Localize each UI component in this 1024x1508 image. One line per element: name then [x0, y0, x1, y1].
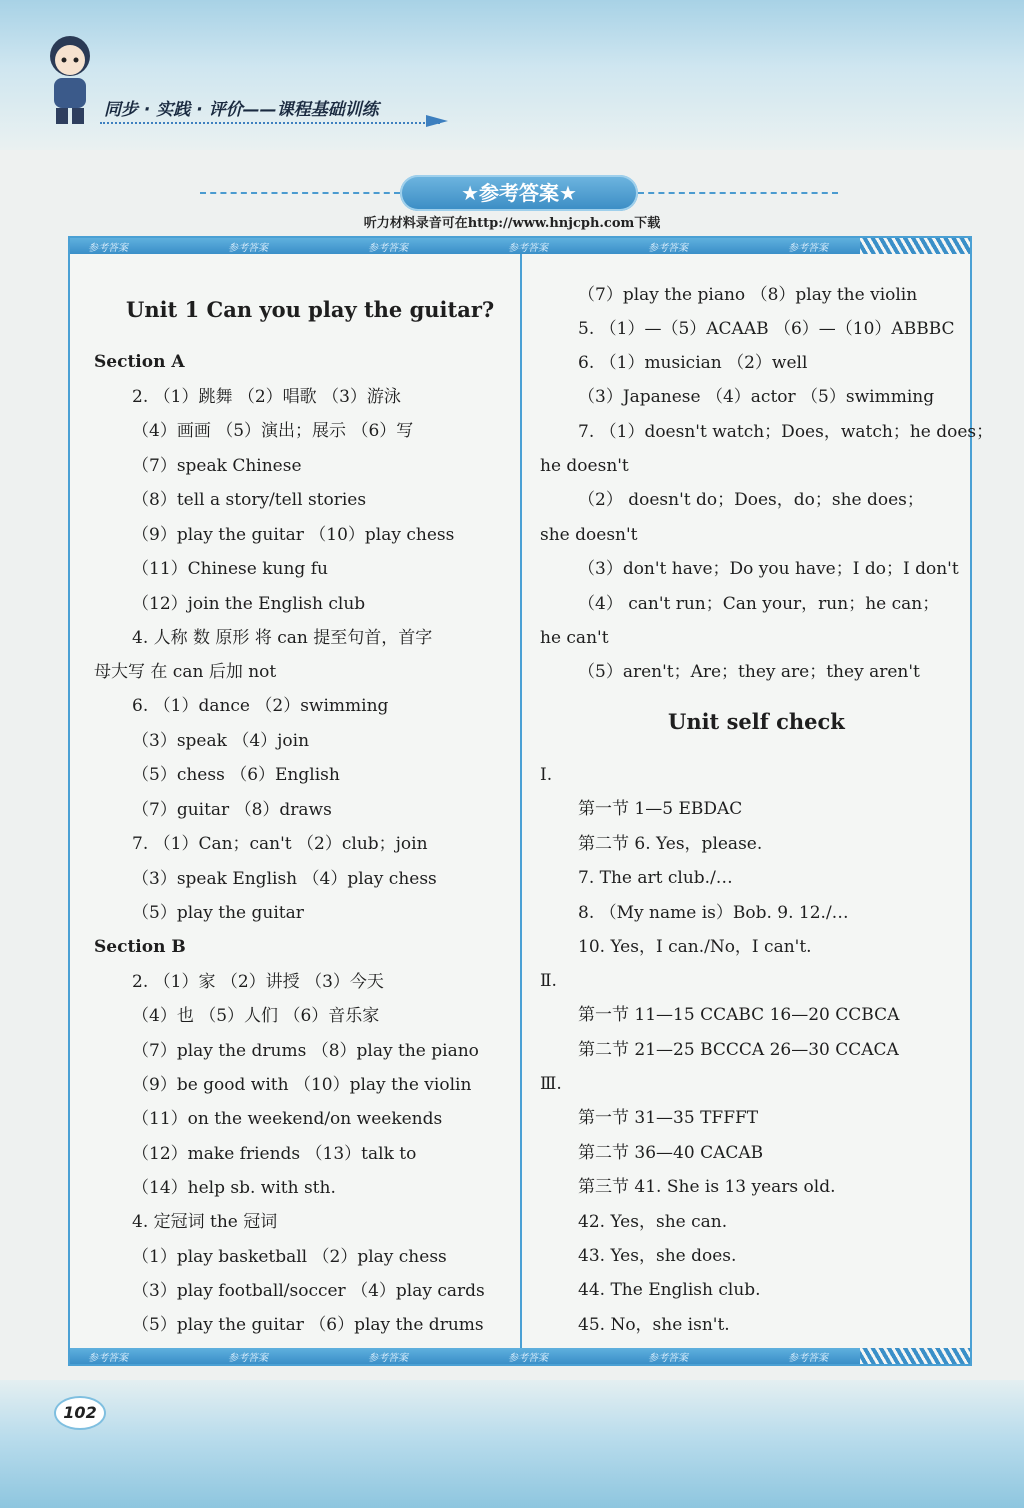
section-b-heading: Section B — [94, 937, 186, 957]
strip-label: 参考答案 — [228, 1353, 268, 1364]
answer-line: （11）on the weekend/on weekends — [132, 1109, 443, 1129]
answer-line: （11）Chinese kung fu — [132, 559, 328, 579]
answer-line: Ⅲ. — [540, 1074, 562, 1094]
bottom-strip — [70, 1348, 970, 1364]
audio-download-note: 听力材料录音可在http://www.hnjcph.com下载 — [363, 216, 661, 231]
strip-label: 参考答案 — [788, 1353, 828, 1364]
strip-label: 参考答案 — [368, 1353, 408, 1364]
answer-line: 10. Yes，I can./No，I can't. — [578, 937, 812, 957]
arrow-icon — [426, 115, 448, 127]
answer-line: （4） can't run；Can your，run；he can； — [578, 594, 940, 614]
answer-line: （7）play the piano （8）play the violin — [578, 285, 918, 305]
answer-line: 43. Yes，she does. — [578, 1246, 737, 1266]
strip-label: 参考答案 — [788, 243, 828, 254]
banner-left-line — [200, 192, 400, 194]
banner-right-line — [638, 192, 838, 194]
answer-line: 4. 定冠词 the 冠词 — [132, 1212, 278, 1232]
footer-background — [0, 1380, 1024, 1508]
answer-line: （2） doesn't do；Does，do；she does； — [578, 490, 924, 510]
answer-line: 2. （1）跳舞 （2）唱歌 （3）游泳 — [132, 387, 401, 407]
answer-line: 44. The English club. — [578, 1280, 761, 1300]
answer-line: （5）play the guitar — [132, 903, 304, 923]
answer-line: 8. （My name is）Bob. 9. 12./… — [578, 903, 849, 923]
page-number: 102 — [54, 1396, 106, 1430]
unit-title: Unit 1 Can you play the guitar? — [126, 297, 495, 322]
answer-line: 4. 人称 数 原形 将 can 提至句首，首字 — [132, 628, 433, 648]
answer-line: （7）guitar （8）draws — [132, 800, 332, 820]
hatch-pattern — [860, 1348, 970, 1364]
answer-line: （4）画画 （5）演出；展示 （6）写 — [132, 421, 414, 441]
answer-line: （7）speak Chinese — [132, 456, 302, 476]
answer-line: （7）play the drums （8）play the piano — [132, 1041, 479, 1061]
answer-line: （4）也 （5）人们 （6）音乐家 — [132, 1006, 380, 1026]
answer-line: 第一节 11—15 CCABC 16—20 CCBCA — [578, 1005, 900, 1025]
answer-line: he can't — [540, 628, 609, 648]
answer-line: 第二节 36—40 CACAB — [578, 1143, 764, 1163]
column-divider — [520, 254, 522, 1348]
answer-line: 母大写 在 can 后加 not — [94, 662, 277, 682]
answer-line: （5）play the guitar （6）play the drums — [132, 1315, 484, 1335]
strip-label: 参考答案 — [368, 243, 408, 254]
strip-label: 参考答案 — [508, 243, 548, 254]
answer-line: （9）play the guitar （10）play chess — [132, 525, 455, 545]
section-a-heading: Section A — [94, 352, 185, 372]
strip-label: 参考答案 — [228, 243, 268, 254]
top-strip — [70, 238, 970, 254]
answer-line: （8）tell a story/tell stories — [132, 490, 367, 510]
answer-line: （3）don't have；Do you have；I do；I don't — [578, 559, 959, 579]
hatch-pattern — [860, 238, 970, 254]
answer-line: （12）join the English club — [132, 594, 366, 614]
answer-line: （3）speak English （4）play chess — [132, 869, 437, 889]
answer-line: 第三节 41. She is 13 years old. — [578, 1177, 836, 1197]
answer-line: （5）aren't；Are；they are；they aren't — [578, 662, 920, 682]
boy-mascot-icon — [40, 30, 100, 130]
series-title: 同步 · 实践 · 评价——课程基础训练 — [104, 100, 379, 120]
strip-label: 参考答案 — [88, 1353, 128, 1364]
answer-line: 第一节 1—5 EBDAC — [578, 799, 743, 819]
answer-line: 第一节 31—35 TFFFT — [578, 1108, 759, 1128]
answer-box — [68, 236, 994, 1366]
answer-line: 6. （1）dance （2）swimming — [132, 696, 389, 716]
answer-line: （12）make friends （13）talk to — [132, 1144, 417, 1164]
answer-line: 42. Yes，she can. — [578, 1212, 728, 1232]
answer-line: 6. （1）musician （2）well — [578, 353, 808, 373]
answer-line: 2. （1）家 （2）讲授 （3）今天 — [132, 972, 384, 992]
answer-line: 第二节 21—25 BCCCA 26—30 CCACA — [578, 1040, 899, 1060]
answer-line: 7. （1）Can；can't （2）club；join — [132, 834, 428, 854]
answer-line: 45. No，she isn't. — [578, 1315, 730, 1335]
self-check-title: Unit self check — [668, 709, 845, 734]
answer-line: （9）be good with （10）play the violin — [132, 1075, 472, 1095]
answer-key-banner: ★参考答案★ — [400, 175, 638, 211]
answer-line: （3）play football/soccer （4）play cards — [132, 1281, 485, 1301]
answer-line: Ⅰ. — [540, 765, 553, 785]
strip-label: 参考答案 — [648, 1353, 688, 1364]
answer-line: （1）play basketball （2）play chess — [132, 1247, 447, 1267]
strip-label: 参考答案 — [648, 243, 688, 254]
answer-line: （14）help sb. with sth. — [132, 1178, 336, 1198]
answer-line: 第二节 6. Yes，please. — [578, 834, 763, 854]
answer-line: 7. （1）doesn't watch；Does，watch；he does； — [578, 422, 994, 442]
strip-label: 参考答案 — [88, 243, 128, 254]
series-underline — [100, 122, 440, 124]
answer-line: 7. The art club./… — [578, 868, 733, 888]
answer-line: （3）speak （4）join — [132, 731, 310, 751]
answer-line: Ⅱ. — [540, 971, 557, 991]
answer-line: 5. （1）—（5）ACAAB （6）—（10）ABBBC — [578, 319, 955, 339]
answer-line: she doesn't — [540, 525, 638, 545]
answer-line: （3）Japanese （4）actor （5）swimming — [578, 387, 935, 407]
answer-line: he doesn't — [540, 456, 629, 476]
strip-label: 参考答案 — [508, 1353, 548, 1364]
answer-line: （5）chess （6）English — [132, 765, 340, 785]
header-background — [0, 0, 1024, 150]
